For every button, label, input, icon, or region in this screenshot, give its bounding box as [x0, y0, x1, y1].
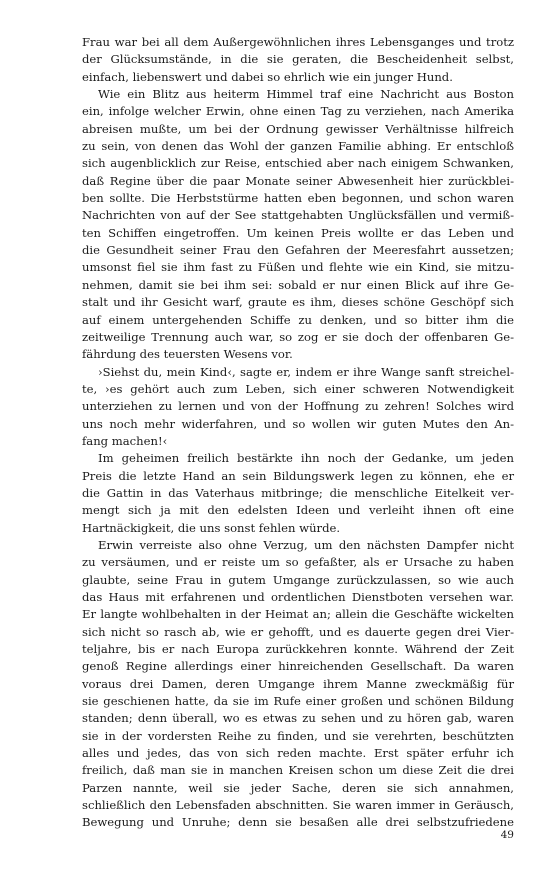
body-text: [82, 34, 514, 832]
text-line: das Haus mit erfahrenen und ordentlichen Dienstboten versehen war.: [82, 590, 514, 604]
text-line: standen; denn überall, wo es etwas zu sehen und zu hören gab, waren: [82, 711, 514, 726]
text-line: freilich, daß man sie in manchen Kreisen schon um diese Zeit die drei: [82, 763, 514, 778]
text-line: nehmen, damit sie bei ihm sei: sobald er nur einen Blick auf ihre Ge-: [82, 277, 514, 292]
text-line: fang machen!‹: [82, 433, 168, 448]
text-line: alles und jedes, das von sich reden machte. Erst später erfuhr ich: [82, 746, 514, 761]
text-line: unterziehen zu lernen und von der Hoffnung zu zehren! Solches wird: [82, 399, 514, 414]
text-line: Nachrichten von auf der See stattgehabten Unglücksfällen und vermiß-: [82, 208, 514, 223]
text-line: Frau war bei all dem Außergewöhnlichen ihres Lebensganges und trotz: [82, 35, 514, 49]
text-line: teljahre, bis er nach Europa zurückkehren konnte. Während der Zeit: [82, 642, 514, 657]
text-line: der Glücksumstände, in die sie geraten, die Bescheidenheit selbst,: [82, 52, 514, 67]
text-line: genoß Regine allerdings einer hinreichenden Gesellschaft. Da waren: [82, 659, 514, 674]
text-line: daß Regine über die paar Monate seiner Abwesenheit hier zurückblei-: [82, 173, 514, 188]
text-line: die Gattin in das Vaterhaus mitbringe; die menschliche Eitelkeit ver-: [82, 485, 514, 500]
text-line: Hartnäckigkeit, die uns sonst fehlen würde.: [82, 520, 341, 535]
text-line: abreisen mußte, um bei der Ordnung gewisser Verhältnisse hilfreich: [82, 121, 514, 136]
text-line: Bewegung und Unruhe; denn sie besaßen alle drei selbstzufriedene: [82, 815, 514, 830]
text-line: Wie ein Blitz aus heiterm Himmel traf eine Nachricht aus Boston: [98, 87, 514, 102]
text-line: zu versäumen, und er reiste um so gefaßter, als er Ursache zu haben: [82, 555, 514, 570]
text-line: sie geschienen hatte, da sie im Rufe einer großen und schönen Bildung: [82, 694, 514, 709]
text-line: sich nicht so rasch ab, wie er gehofft, und es dauerte gegen drei Vier-: [82, 624, 514, 639]
text-line: zu sein, von denen das Wohl der ganzen Familie abhing. Er entschloß: [82, 139, 514, 154]
text-line: ben sollte. Die Herbststürme hatten eben begonnen, und schon waren: [82, 191, 514, 206]
text-line: einfach, liebenswert und dabei so ehrlich wie ein junger Hund.: [82, 69, 453, 84]
text-line: Parzen nannte, weil sie jeder Sache, deren sie sich annahmen,: [82, 780, 514, 795]
text-line: Im geheimen freilich bestärkte ihn noch der Gedanke, um jeden: [98, 451, 514, 466]
text-line: Preis die letzte Hand an sein Bildungswerk legen zu können, ehe er: [82, 468, 514, 483]
text-line: mengt sich ja mit den edelsten Ideen und verleiht ihnen oft eine: [82, 503, 514, 518]
text-line: uns noch mehr widerfahren, und so wollen wir guten Mutes den An-: [82, 416, 514, 431]
text-line: ›Siehst du, mein Kind‹, sagte er, indem er ihre Wange sanft streichel-: [98, 364, 514, 379]
text-line: glaubte, seine Frau in gutem Umgange zurückzulassen, so wie auch: [82, 572, 514, 587]
text-line: schließlich den Lebensfaden abschnitten. Sie waren immer in Geräusch,: [82, 798, 514, 813]
text-line: stalt und ihr Gesicht warf, graute es ihm, dieses schöne Geschöpf sich: [82, 295, 514, 310]
text-line: voraus drei Damen, deren Umgange ihrem Manne zweckmäßig für: [82, 676, 514, 691]
text-line: sich augenblicklich zur Reise, entschied aber nach einigem Schwanken,: [82, 156, 514, 171]
text-line: ein, infolge welcher Erwin, ohne einen Tag zu verziehen, nach Amerika: [82, 104, 514, 119]
page-number: 49: [500, 829, 514, 841]
text-line: auf einem untergehenden Schiffe zu denken, und so bitter ihm die: [82, 312, 514, 327]
text-line: zeitweilige Trennung auch war, so zog er sie doch der offenbaren Ge-: [82, 329, 514, 344]
text-line: te, ›es gehört auch zum Leben, sich einer schweren Notwendigkeit: [82, 381, 514, 396]
text-line: fährdung des teuersten Wesens vor.: [82, 347, 293, 362]
text-line: die Gesundheit seiner Frau den Gefahren der Meeresfahrt aussetzen;: [82, 243, 514, 258]
text-line: Erwin verreiste also ohne Verzug, um den nächsten Dampfer nicht: [98, 537, 514, 552]
text-line: umsonst fiel sie ihm fast zu Füßen und flehte wie ein Kind, sie mitzu-: [82, 260, 514, 275]
text-line: Er langte wohlbehalten in der Heimat an; allein die Geschäfte wickelten: [82, 607, 514, 622]
text-line: ten Schiffen eingetroffen. Um keinen Preis wollte er das Leben und: [82, 225, 514, 240]
text-line: sie in der vordersten Reihe zu finden, und sie verehrten, beschützten: [82, 728, 514, 743]
